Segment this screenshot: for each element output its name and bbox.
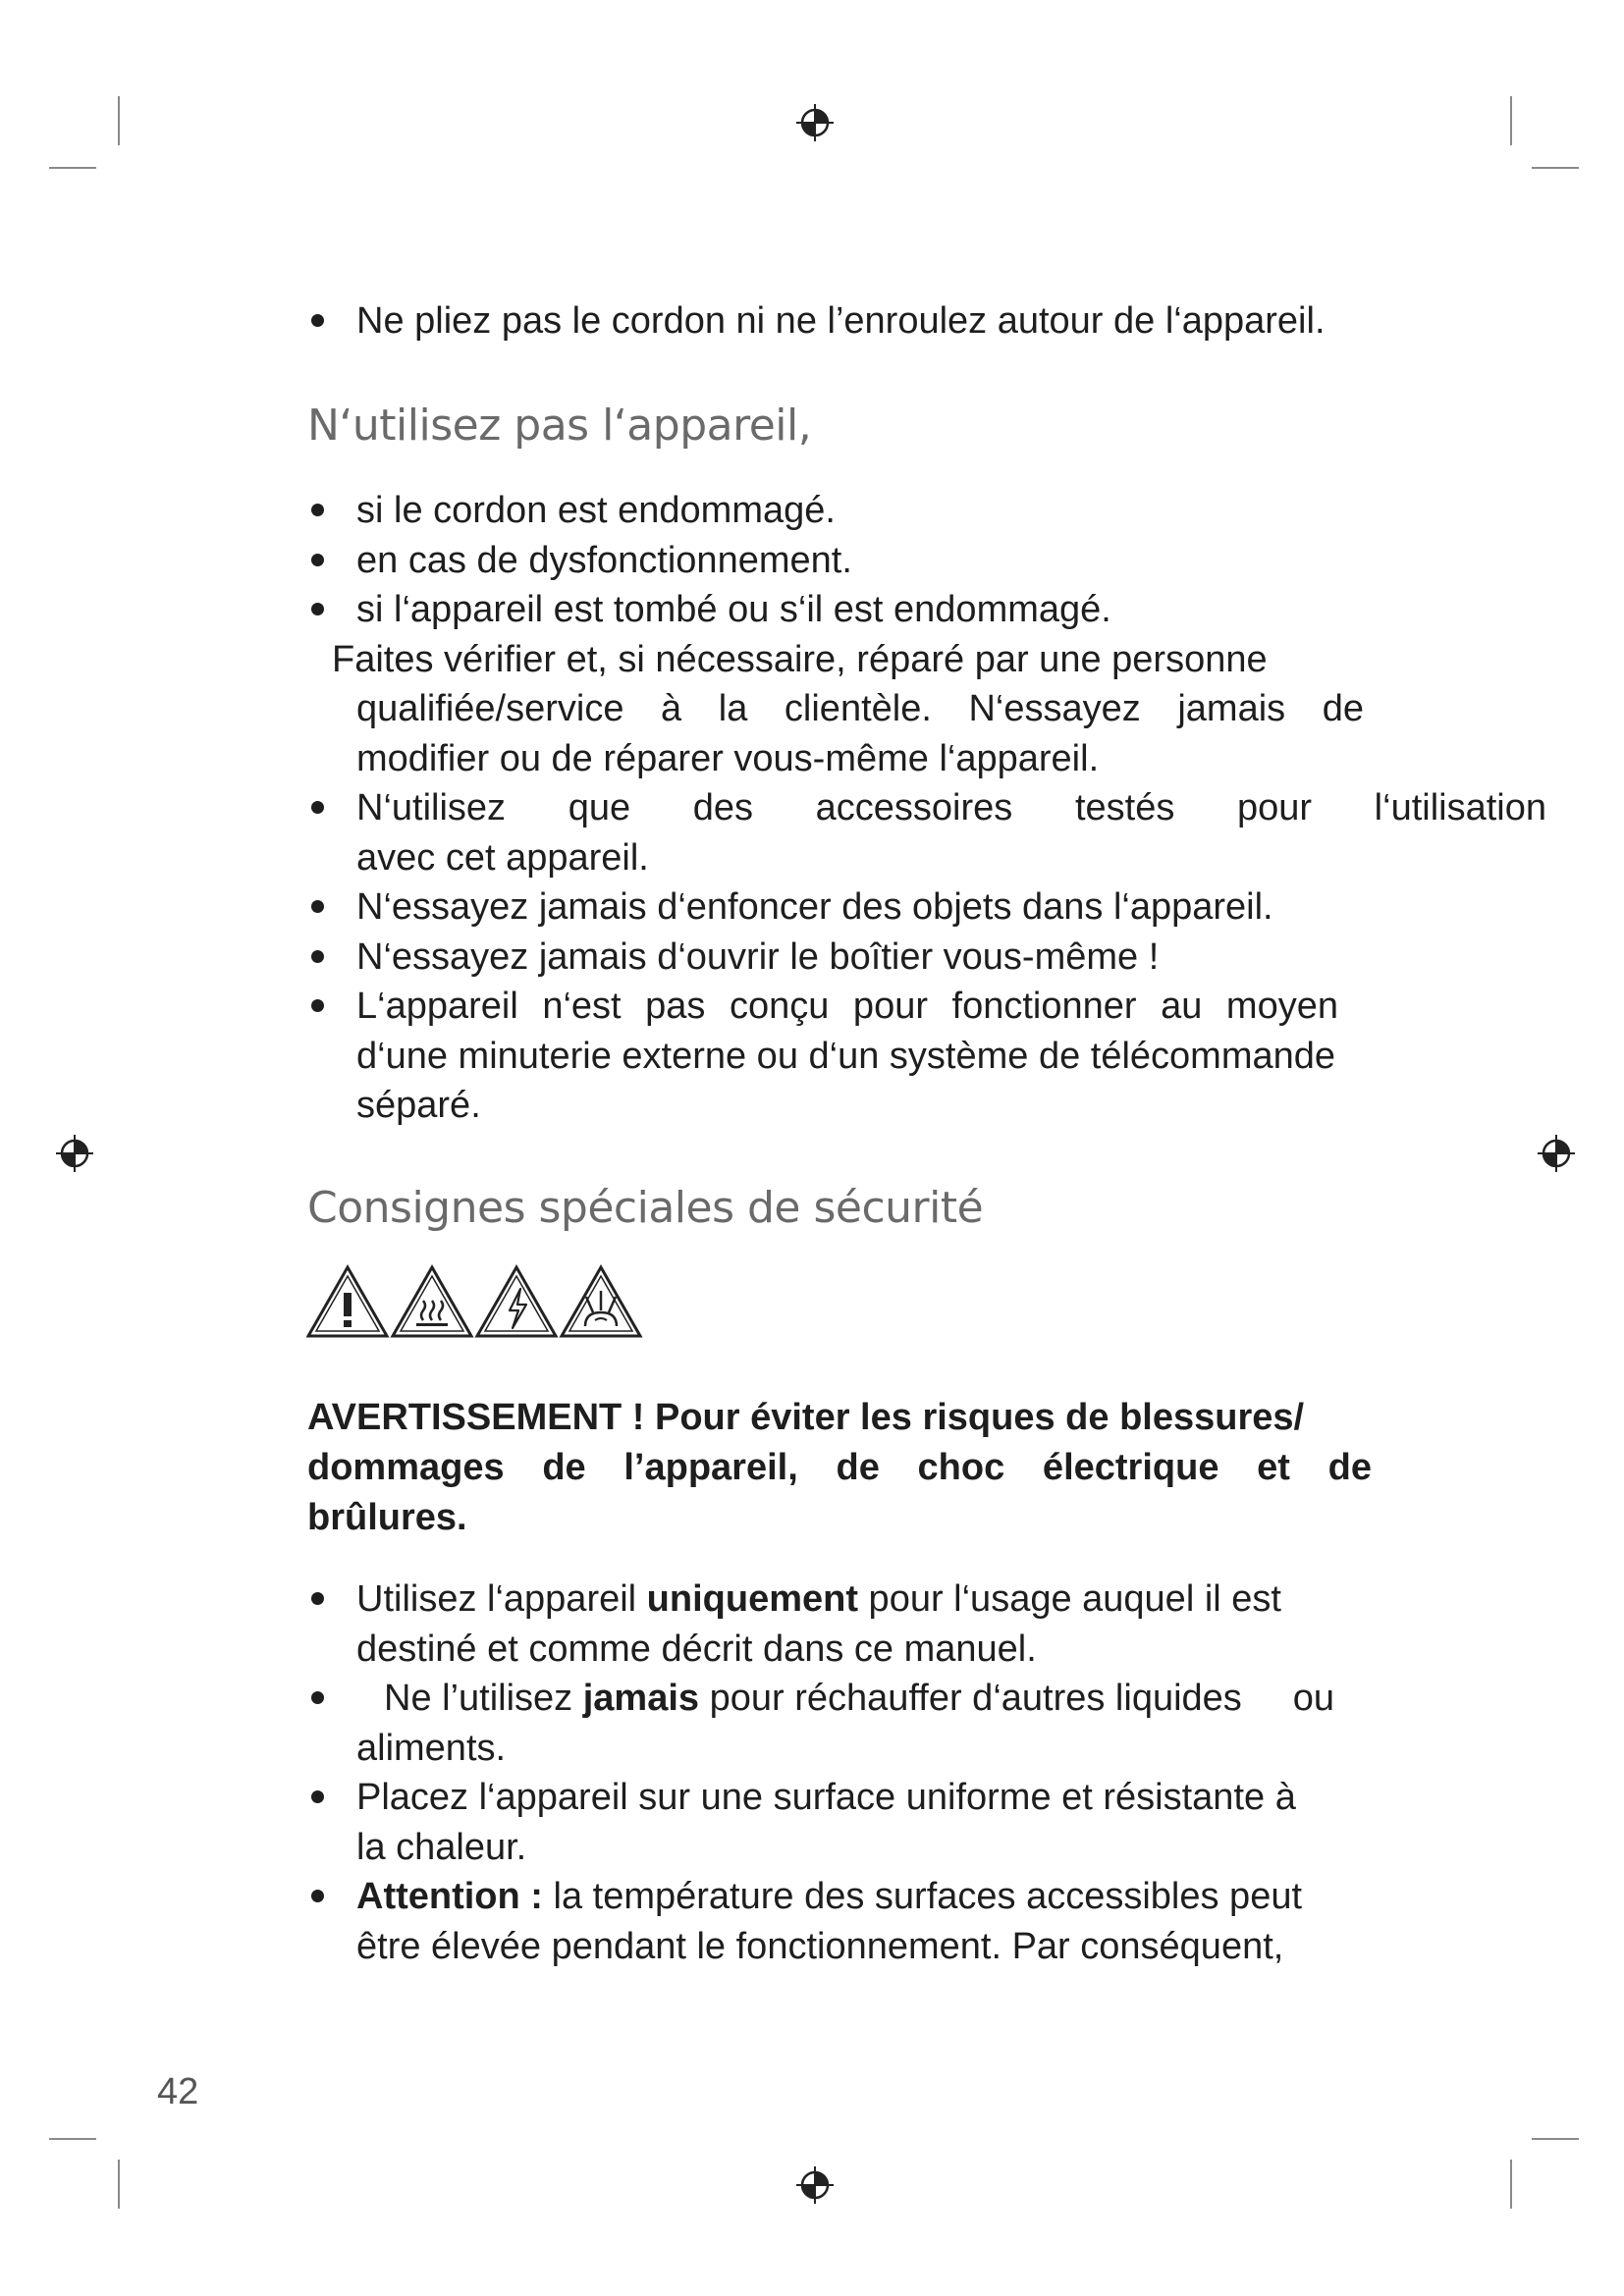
bullet-item: Ne pliez pas le cordon ni ne l’enroulez autour de l‘appareil. <box>307 296 1546 347</box>
registration-mark-icon <box>55 1134 94 1173</box>
bullet-item: N‘essayez jamais d‘enfoncer des objets dans l‘appareil. <box>307 882 1546 933</box>
bullet-item: en cas de dysfonctionnement. <box>307 536 1546 586</box>
registration-mark-icon <box>795 2165 835 2205</box>
warning-symbols <box>306 1263 646 1342</box>
section-title: Consignes spéciales de sécurité <box>307 1183 984 1233</box>
bullet-item: Placez l‘appareil sur une surface uniforme et résistante à la chaleur. <box>307 1773 1546 1872</box>
crop-mark <box>49 2138 96 2140</box>
section-title: N‘utilisez pas l‘appareil, <box>307 400 812 451</box>
crop-mark <box>1532 167 1579 169</box>
bullet-item: si le cordon est endommagé. <box>307 486 1546 536</box>
section2-list <box>307 1575 1546 1971</box>
crop-mark <box>118 96 120 145</box>
registration-mark-icon <box>795 103 835 142</box>
bullet-item: si l‘appareil est tombé ou s‘il est endommagé. <box>307 585 1546 635</box>
bullet-item: Attention : la température des surfaces accessibles peut être élevée pendant le fonctionnement. Par conséquent, <box>307 1872 1546 1971</box>
steam-icon <box>562 1267 640 1336</box>
general-warning-icon <box>308 1267 387 1336</box>
crop-mark <box>118 2160 120 2209</box>
hot-surface-icon <box>393 1267 471 1336</box>
bullet-item: N‘essayez jamais d‘ouvrir le boîtier vous-même ! <box>307 933 1546 983</box>
page-number: 42 <box>157 2071 199 2112</box>
bullet-item: Utilisez l‘appareil uniquement pour l‘usage auquel il est destiné et comme décrit dans ce manuel. <box>307 1575 1546 1674</box>
paragraph-line: qualifiée/service à la clientèle. N‘essayez jamais de <box>356 688 1364 729</box>
crop-mark <box>1532 2138 1579 2140</box>
paragraph-line: modifier ou de réparer vous-même l‘appareil. <box>356 737 1100 779</box>
crop-mark <box>49 167 96 169</box>
electric-shock-icon <box>477 1267 556 1336</box>
crop-mark <box>1510 2160 1512 2209</box>
section1-list <box>307 486 1546 1131</box>
bullet-item: Ne l’utilisez jamais pour réchauffer d‘autres liquides ou aliments. <box>307 1674 1546 1773</box>
registration-mark-icon <box>1537 1134 1576 1173</box>
crop-mark <box>1510 96 1512 145</box>
bullet-item: N‘utilisez que des accessoires testés pour l‘utilisation avec cet appareil. <box>307 783 1546 882</box>
warning-paragraph: AVERTISSEMENT ! Pour éviter les risques de blessures/ dommages de l’appareil, de choc électrique et de brûlures. <box>307 1397 1372 1538</box>
bullet-item: L‘appareil n‘est pas conçu pour fonctionner au moyen d‘une minuterie externe ou d‘un système de télécommande séparé. <box>307 982 1417 1131</box>
paragraph-line: Faites vérifier et, si nécessaire, réparé par une personne <box>332 638 1268 680</box>
top-bullet-block <box>307 296 1546 347</box>
